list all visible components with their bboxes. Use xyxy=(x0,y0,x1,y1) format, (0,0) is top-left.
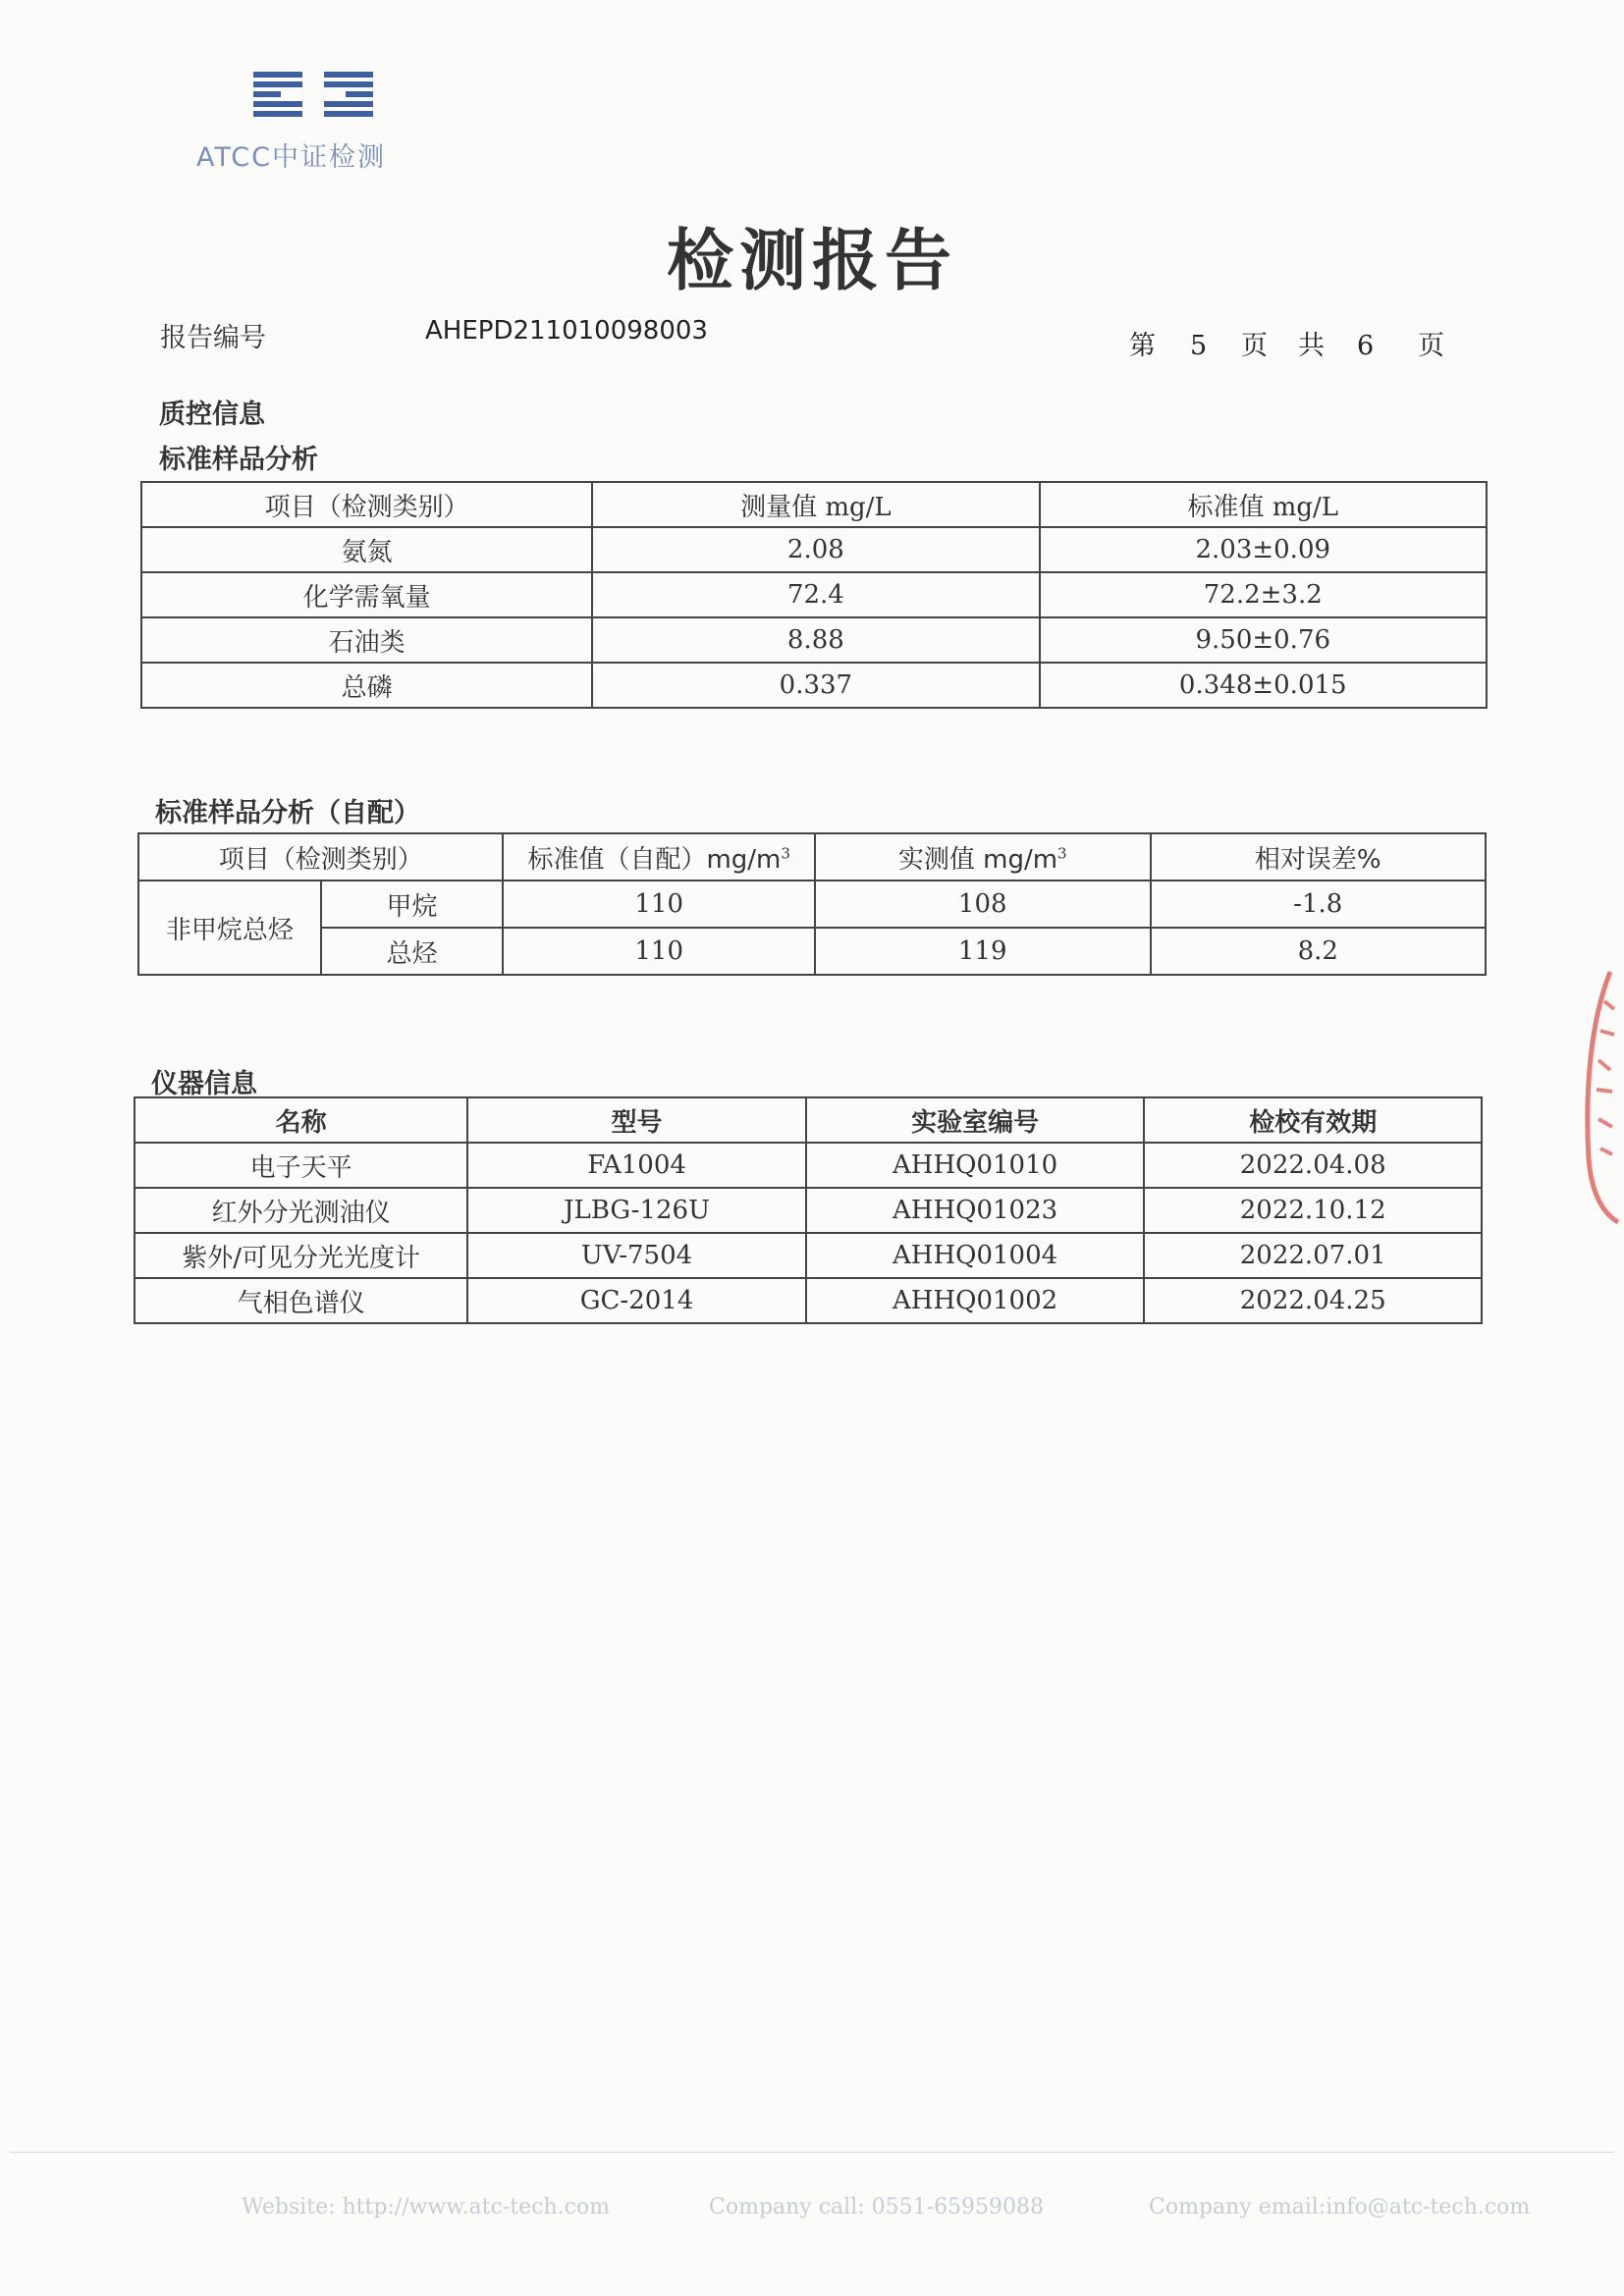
page-gong: 共 xyxy=(1298,331,1325,361)
page-ye: 页 xyxy=(1241,331,1268,361)
table-cell: 119 xyxy=(815,928,1151,975)
table-header-row xyxy=(141,482,1487,527)
table-cell: 2.03±0.09 xyxy=(1040,527,1487,572)
table-header: 项目（检测类别） xyxy=(138,833,503,881)
table-cell: 2022.04.25 xyxy=(1144,1278,1482,1323)
table-header-row xyxy=(135,1097,1482,1143)
table-header: 标准值（自配）$mg/m^3$ xyxy=(503,833,815,881)
table-cell: 化学需氧量 xyxy=(141,572,592,617)
std-self-table xyxy=(137,832,1487,976)
table-header: 型号 xyxy=(467,1097,805,1143)
section-instruments: 仪器信息 xyxy=(151,1069,257,1099)
table-cell: 72.2±3.2 xyxy=(1040,572,1487,617)
table-row xyxy=(135,1188,1482,1233)
table-cell: 紫外/可见分光光度计 xyxy=(135,1233,467,1278)
table-cell: 0.348±0.015 xyxy=(1040,663,1487,708)
table-header: 相对误差% xyxy=(1151,833,1487,881)
table-cell: 0.337 xyxy=(592,663,1039,708)
page-title: 检测报告 xyxy=(666,223,957,300)
report-number: AHEPD211010098003 xyxy=(425,316,708,346)
page-number: 5 xyxy=(1190,331,1208,361)
atcc-logo-icon xyxy=(253,72,373,123)
table-row xyxy=(141,572,1487,617)
table-header-row xyxy=(138,833,1486,881)
table-cell: 110 xyxy=(503,928,815,975)
footer-call: Company call: 0551-65959088 xyxy=(709,2195,1045,2219)
table-cell: 气相色谱仪 xyxy=(135,1278,467,1323)
page-di: 第 xyxy=(1129,331,1156,361)
table-row xyxy=(141,527,1487,572)
page-total: 6 xyxy=(1357,331,1375,361)
table-cell: 2022.10.12 xyxy=(1144,1188,1482,1233)
table-cell: UV-7504 xyxy=(467,1233,805,1278)
page-ye2: 页 xyxy=(1418,331,1444,361)
table-cell: AHHQ01010 xyxy=(806,1143,1145,1188)
table-header: 实测值 $mg/m^3$ xyxy=(815,833,1151,881)
table-cell: 2022.07.01 xyxy=(1144,1233,1482,1278)
table-row xyxy=(135,1143,1482,1188)
table-cell: AHHQ01002 xyxy=(806,1278,1145,1323)
table-row xyxy=(138,881,1486,928)
table-cell: 红外分光测油仪 xyxy=(135,1188,467,1233)
instruments-table xyxy=(134,1096,1483,1324)
table-header: 标准值 mg/L xyxy=(1040,482,1487,527)
table-row xyxy=(141,663,1487,708)
table-cell: 电子天平 xyxy=(135,1143,467,1188)
table-header: 名称 xyxy=(135,1097,467,1143)
table-cell: 110 xyxy=(503,881,815,928)
page-indicator xyxy=(1129,324,1444,362)
table-cell: 总磷 xyxy=(141,663,592,708)
table-cell: -1.8 xyxy=(1151,881,1487,928)
table-cell: 石油类 xyxy=(141,617,592,663)
section-qc: 质控信息 xyxy=(159,400,265,430)
table-cell: AHHQ01023 xyxy=(806,1188,1145,1233)
seal-stamp-icon xyxy=(1571,962,1624,1227)
section-std-analysis: 标准样品分析 xyxy=(159,445,318,475)
footer-email: Company email:info@atc-tech.com xyxy=(1149,2195,1531,2219)
table-cell: 氨氮 xyxy=(141,527,592,572)
table-header: 实验室编号 xyxy=(806,1097,1145,1143)
table-cell: 72.4 xyxy=(592,572,1039,617)
table-group-cell: 非甲烷总烃 xyxy=(138,881,321,975)
table-header: 项目（检测类别） xyxy=(141,482,592,527)
table-cell: GC-2014 xyxy=(467,1278,805,1323)
footer-divider xyxy=(10,2152,1614,2153)
table-cell: 甲烷 xyxy=(321,881,504,928)
table-header: 检校有效期 xyxy=(1144,1097,1482,1143)
table-row xyxy=(135,1278,1482,1323)
table-cell: JLBG-126U xyxy=(467,1188,805,1233)
table-cell: 108 xyxy=(815,881,1151,928)
table-cell: 9.50±0.76 xyxy=(1040,617,1487,663)
std-analysis-table xyxy=(140,481,1488,709)
table-cell: 总烃 xyxy=(321,928,504,975)
table-cell: 2022.04.08 xyxy=(1144,1143,1482,1188)
footer-website: Website: http://www.atc-tech.com xyxy=(242,2195,611,2219)
table-row xyxy=(135,1233,1482,1278)
table-row xyxy=(138,928,1486,975)
table-cell: AHHQ01004 xyxy=(806,1233,1145,1278)
table-header: 测量值 mg/L xyxy=(592,482,1039,527)
table-cell: 8.2 xyxy=(1151,928,1487,975)
report-number-label: 报告编号 xyxy=(160,323,266,353)
section-std-self: 标准样品分析（自配） xyxy=(155,798,420,828)
table-cell: 2.08 xyxy=(592,527,1039,572)
table-cell: 8.88 xyxy=(592,617,1039,663)
logo-text: ATCC中证检测 xyxy=(196,142,386,173)
table-cell: FA1004 xyxy=(467,1143,805,1188)
table-row xyxy=(141,617,1487,663)
